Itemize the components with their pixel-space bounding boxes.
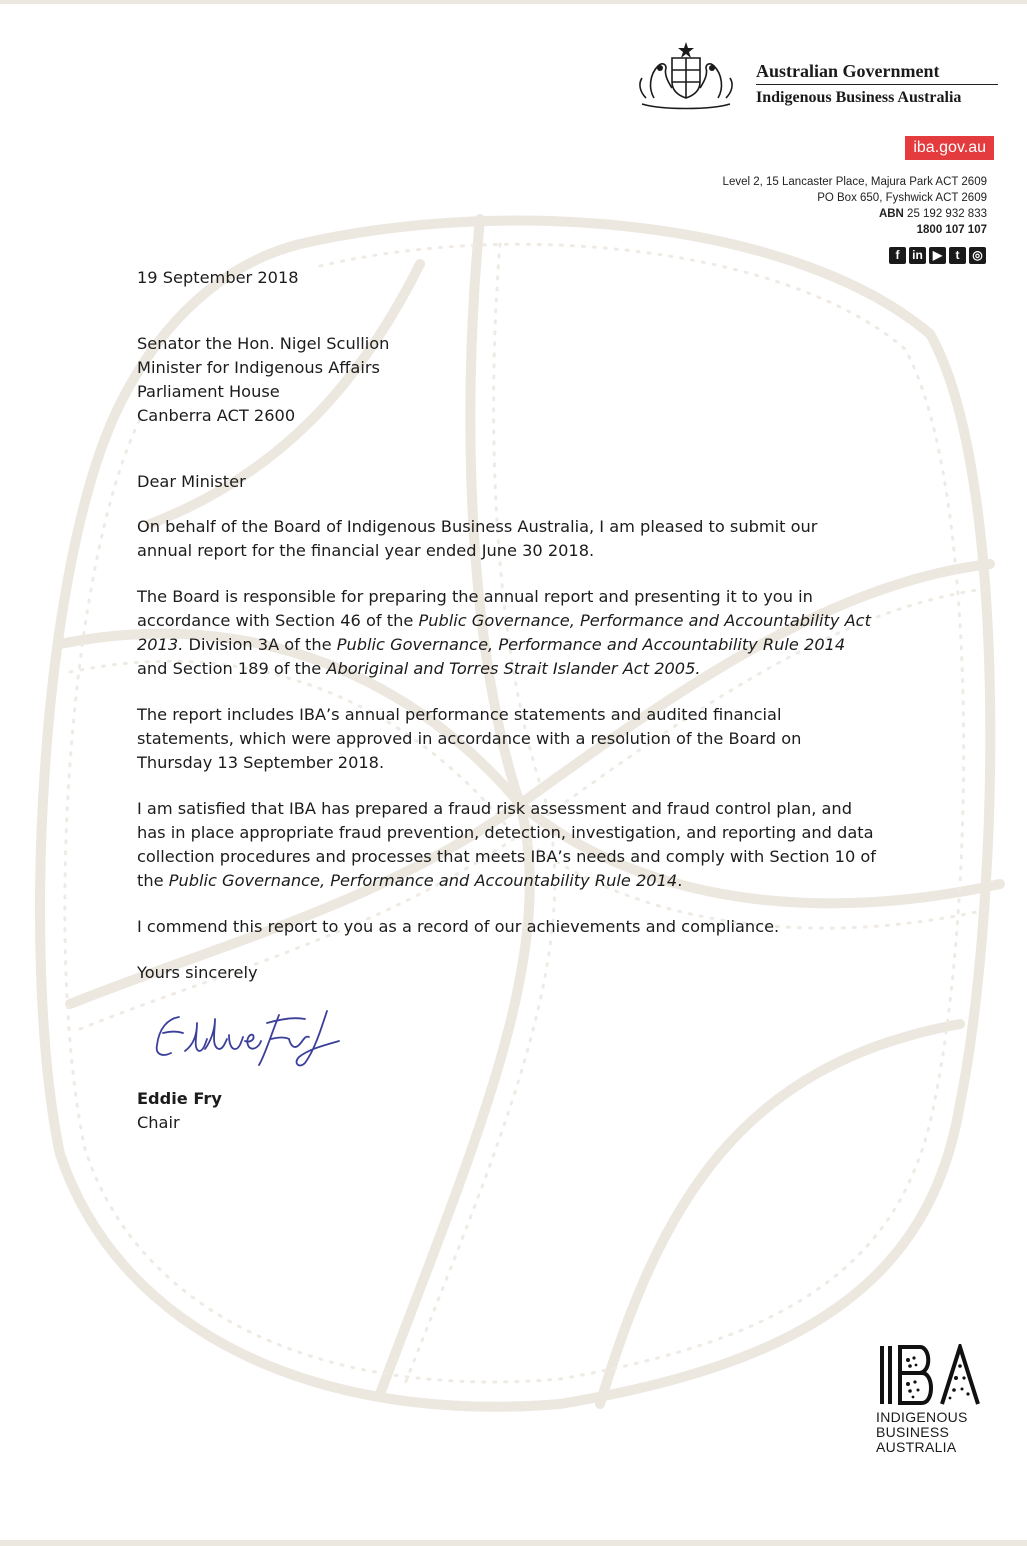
letter-page xyxy=(0,4,1027,1540)
letter-body xyxy=(137,266,877,1135)
abn-label: ABN xyxy=(878,208,904,220)
linkedin-icon[interactable]: in xyxy=(909,247,926,264)
iba-logo-mark xyxy=(876,1344,982,1406)
phone-number: 1800 107 107 xyxy=(916,224,987,236)
paragraph-report-contents: The report includes IBA’s annual performance statements and audited financial statements, which were approved in accordance with a resolution of the Board on Thursday 13 September 2018. xyxy=(137,705,802,772)
closing: Yours sincerely xyxy=(137,963,258,982)
text-run: I am satisfied that IBA has prepared a fraud risk assessment and fraud control plan, and has in place appropriate fraud prevention, detection, investigation, and reporting and data collection procedures and processes that meets IBA’s needs and comply with Section 10 of the xyxy=(137,799,876,890)
act-title: Public Governance, Performance and Accountability Act 2013. xyxy=(137,611,871,654)
address-line-1: Level 2, 15 Lancaster Place, Majura Park ACT 2609 xyxy=(722,176,987,188)
gov-line-agency: Indigenous Business Australia xyxy=(756,89,962,106)
addressee-line: Minister for Indigenous Affairs xyxy=(137,358,380,377)
paragraph-fraud-control xyxy=(137,797,877,893)
act-title: Aboriginal and Torres Strait Islander Act 2005. xyxy=(326,659,701,678)
text-run: . xyxy=(677,871,683,890)
abn-value: 25 192 932 833 xyxy=(903,208,987,220)
logo-word-australia: AUSTRALIA xyxy=(876,1439,957,1455)
text-run: Division 3A of the xyxy=(183,635,337,654)
address-line-2: PO Box 650, Fyshwick ACT 2609 xyxy=(817,192,987,204)
paragraph-responsibility xyxy=(137,585,877,681)
letter-date: 19 September 2018 xyxy=(137,268,299,287)
twitter-icon[interactable]: t xyxy=(949,247,966,264)
iba-logo-words xyxy=(876,1410,986,1455)
addressee-line: Senator the Hon. Nigel Scullion xyxy=(137,334,390,353)
youtube-icon[interactable]: ▶ xyxy=(929,247,946,264)
facebook-icon[interactable]: f xyxy=(889,247,906,264)
iba-logo xyxy=(876,1344,986,1455)
coat-of-arms-icon xyxy=(632,38,740,112)
contact-address xyxy=(723,174,987,238)
text-run: The Board is responsible for preparing the annual report and presenting it to you in accordance with Section 46 of the xyxy=(137,587,813,630)
addressee-block xyxy=(137,332,877,428)
text-run: and Section 189 of the xyxy=(137,659,327,678)
government-title xyxy=(756,60,998,109)
logo-word-indigenous: INDIGENOUS xyxy=(876,1409,968,1425)
addressee-line: Parliament House xyxy=(137,382,280,401)
signatory-name: Eddie Fry xyxy=(137,1089,222,1108)
salutation: Dear Minister xyxy=(137,472,246,491)
paragraph-intro: On behalf of the Board of Indigenous Business Australia, I am pleased to submit our annual report for the financial year ended June 30 2018. xyxy=(137,517,818,560)
gov-line-australian-government: Australian Government xyxy=(756,60,998,85)
rule-title: Public Governance, Performance and Accountability Rule 2014 xyxy=(168,871,678,890)
signature xyxy=(149,1005,349,1067)
website-badge[interactable]: iba.gov.au xyxy=(905,136,994,160)
instagram-icon[interactable]: ◎ xyxy=(969,247,986,264)
rule-title: Public Governance, Performance and Accountability Rule 2014 xyxy=(336,635,846,654)
social-icons xyxy=(889,247,986,264)
signatory-title: Chair xyxy=(137,1113,180,1132)
abn-line xyxy=(723,206,987,222)
addressee-line: Canberra ACT 2600 xyxy=(137,406,296,425)
paragraph-commendation: I commend this report to you as a record of our achievements and compliance. xyxy=(137,917,780,936)
logo-word-business: BUSINESS xyxy=(876,1424,950,1440)
